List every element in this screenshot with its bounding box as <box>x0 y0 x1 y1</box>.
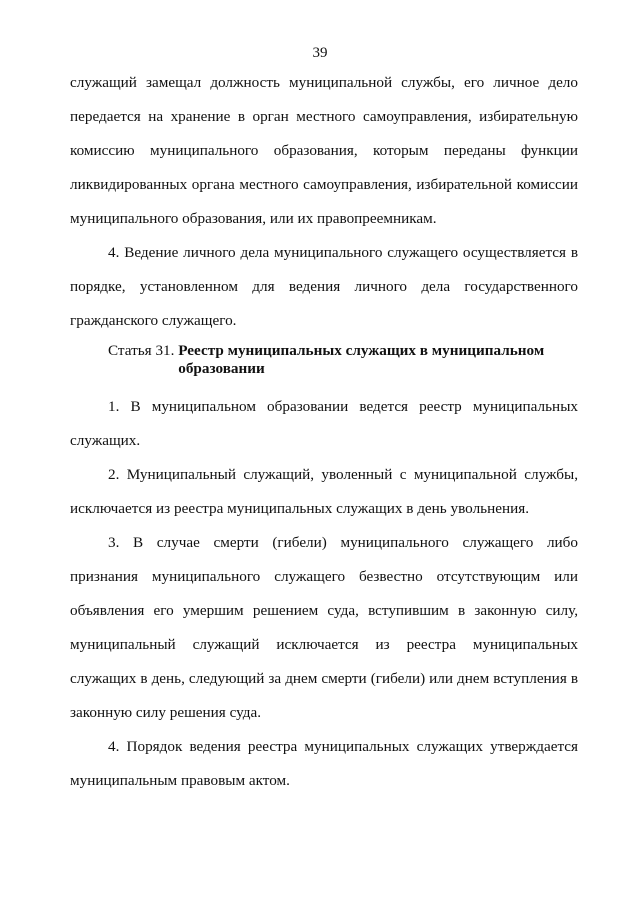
page-content <box>70 66 578 798</box>
paragraph-continuation: служащий замещал должность муниципальной службы, его личное дело передается на хранение в орган местного самоуправления, избирательную комиссию муниципального образования, которым переданы функции ликвидированных органа местного самоуправления, избирательной комиссии муниципального образования, или их правопреемникам. <box>70 74 578 227</box>
paragraph-item-1: 1. В муниципальном образовании ведется реестр муниципальных служащих. <box>70 398 578 449</box>
paragraph-item-4-article: 4. Порядок ведения реестра муниципальных служащих утверждается муниципальным правовым актом. <box>70 738 578 789</box>
paragraph-item-3: 3. В случае смерти (гибели) муниципального служащего либо признания муниципального служащего безвестно отсутствующим или объявления его умершим решением суда, вступившим в законную силу, муниципальный служащий исключается из реестра муниципальных служащих в день, следующий за днем смерти (гибели) или днем вступления в законную силу решения суда. <box>70 534 578 721</box>
article-heading <box>70 342 578 378</box>
article-title: Реестр муниципальных служащих в муниципальном образовании <box>178 342 545 377</box>
article-label: Статья 31. <box>108 342 179 359</box>
paragraph-item-4: 4. Ведение личного дела муниципального служащего осуществляется в порядке, установленном для ведения личного дела государственного гражданского служащего. <box>70 244 578 329</box>
paragraph-item-2: 2. Муниципальный служащий, уволенный с муниципальной службы, исключается из реестра муниципальных служащих в день увольнения. <box>70 466 578 517</box>
page-number: 39 <box>312 45 328 61</box>
